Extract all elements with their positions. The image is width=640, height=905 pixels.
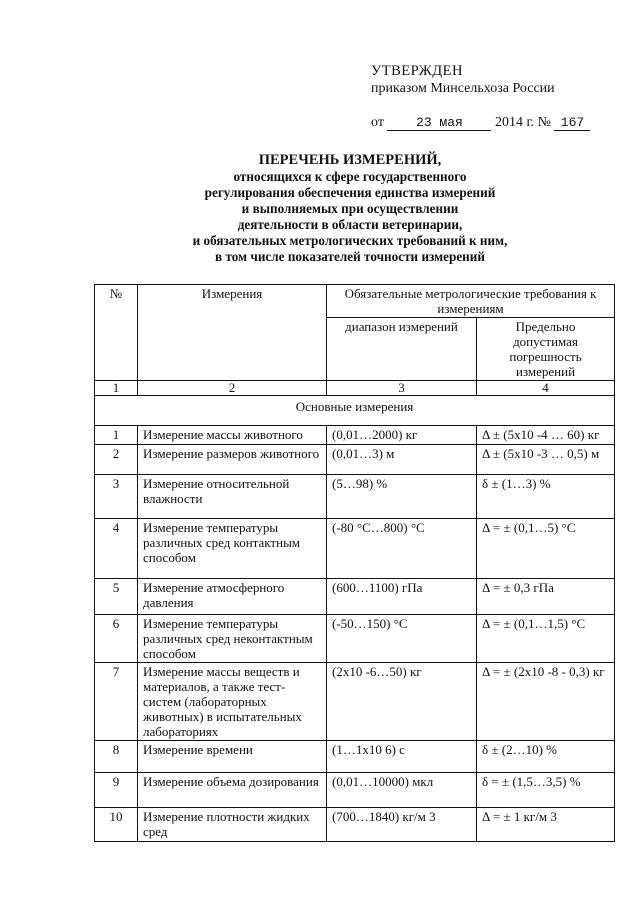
document-heading <box>150 152 550 265</box>
row-number: 10 <box>95 808 138 842</box>
row-number: 3 <box>95 475 138 519</box>
row-error: Δ = ± (2x10 -8 - 0,3) кг <box>477 663 615 741</box>
row-number: 5 <box>95 579 138 615</box>
approval-title: УТВЕРЖДЕН <box>371 63 463 79</box>
approval-dateline <box>371 114 590 132</box>
row-error: Δ ± (5x10 -4 … 60) кг <box>477 426 615 445</box>
table-row <box>95 579 615 615</box>
header-range: диапазон измерений <box>327 318 477 381</box>
heading-line: относящихся к сфере государственного <box>233 169 467 184</box>
row-measurement: Измерение относительной влажности <box>138 475 327 519</box>
row-number: 6 <box>95 615 138 663</box>
approval-block <box>371 62 590 132</box>
row-measurement: Измерение массы веществ и материалов, а также тест-систем (лабораторных животных) в испытательных лабораториях <box>138 663 327 741</box>
table-row <box>95 741 615 773</box>
row-error: δ ± (1…3) % <box>477 475 615 519</box>
row-error: Δ ± (5x10 -3 … 0,5) м <box>477 445 615 475</box>
table-row <box>95 773 615 808</box>
column-index-row <box>95 381 615 396</box>
row-measurement: Измерение времени <box>138 741 327 773</box>
row-error: Δ = ± (0,1…1,5) °C <box>477 615 615 663</box>
row-number: 7 <box>95 663 138 741</box>
row-measurement: Измерение размеров животного <box>138 445 327 475</box>
row-range: (0,01…3) м <box>327 445 477 475</box>
table-header-row <box>95 285 615 318</box>
heading-line: регулирования обеспечения единства измерений <box>204 185 496 200</box>
row-range: (-80 °C…800) °C <box>327 519 477 579</box>
table-row <box>95 663 615 741</box>
row-error: Δ = ± 1 кг/м 3 <box>477 808 615 842</box>
table-row <box>95 475 615 519</box>
table-row <box>95 426 615 445</box>
date-year: 2014 г. № <box>494 115 551 130</box>
date-prefix: от <box>371 115 384 130</box>
approval-order: приказом Минсельхоза России <box>371 81 555 96</box>
order-number: 167 <box>554 115 590 131</box>
heading-line: и обязательных метрологических требований к ним, <box>192 233 508 248</box>
row-range: (0,01…10000) мкл <box>327 773 477 808</box>
measurements-table <box>94 284 615 842</box>
table-row <box>95 615 615 663</box>
section-row <box>95 396 615 426</box>
table-row <box>95 808 615 842</box>
heading-line: деятельности в области ветеринарии, <box>237 217 463 232</box>
row-measurement: Измерение массы животного <box>138 426 327 445</box>
header-error: Предельно допустимая погрешность измерений <box>477 318 615 381</box>
column-index: 1 <box>95 381 138 396</box>
row-measurement: Измерение плотности жидких сред <box>138 808 327 842</box>
row-error: δ ± (2…10) % <box>477 741 615 773</box>
table-row <box>95 519 615 579</box>
row-error: Δ = ± 0,3 гПа <box>477 579 615 615</box>
row-range: (700…1840) кг/м 3 <box>327 808 477 842</box>
row-number: 2 <box>95 445 138 475</box>
column-index: 3 <box>327 381 477 396</box>
row-number: 4 <box>95 519 138 579</box>
section-title: Основные измерения <box>95 396 615 426</box>
row-number: 9 <box>95 773 138 808</box>
row-range: (5…98) % <box>327 475 477 519</box>
row-measurement: Измерение объема дозирования <box>138 773 327 808</box>
row-error: Δ = ± (0,1…5) °C <box>477 519 615 579</box>
row-range: (0,01…2000) кг <box>327 426 477 445</box>
column-index: 4 <box>477 381 615 396</box>
row-number: 1 <box>95 426 138 445</box>
header-measurement: Измерения <box>138 285 327 381</box>
document-title: ПЕРЕЧЕНЬ ИЗМЕРЕНИЙ, <box>258 152 442 168</box>
date-day-month: 23 мая <box>387 115 491 131</box>
row-number: 8 <box>95 741 138 773</box>
row-range: (2x10 -6…50) кг <box>327 663 477 741</box>
column-index: 2 <box>138 381 327 396</box>
heading-line: в том числе показателей точности измерений <box>215 249 485 264</box>
row-range: (1…1x10 6) с <box>327 741 477 773</box>
row-range: (-50…150) °C <box>327 615 477 663</box>
heading-line: и выполняемых при осуществлении <box>241 201 459 216</box>
row-measurement: Измерение температуры различных сред контактным способом <box>138 519 327 579</box>
header-num: № <box>95 285 138 381</box>
row-measurement: Измерение атмосферного давления <box>138 579 327 615</box>
row-error: δ = ± (1,5…3,5) % <box>477 773 615 808</box>
row-range: (600…1100) гПа <box>327 579 477 615</box>
header-requirements: Обязательные метрологические требования к измерениям <box>327 285 615 318</box>
table-row <box>95 445 615 475</box>
row-measurement: Измерение температуры различных сред неконтактным способом <box>138 615 327 663</box>
